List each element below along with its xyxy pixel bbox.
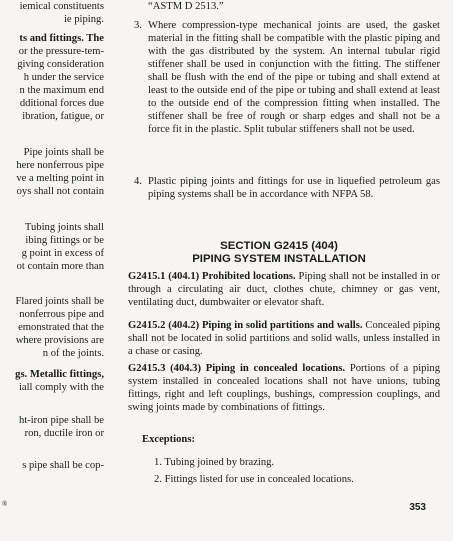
left-line: ibration, fatigue, or bbox=[22, 111, 104, 122]
list-number: 3. bbox=[134, 20, 142, 31]
left-line: dditional forces due bbox=[19, 98, 104, 109]
left-line: nonferrous pipe and bbox=[19, 309, 104, 320]
left-line: s pipe shall be cop- bbox=[22, 460, 104, 471]
section-g2415-3 bbox=[128, 362, 440, 414]
section-g2415-1 bbox=[128, 270, 440, 309]
exception-text: Fittings listed for use in concealed locations. bbox=[164, 474, 354, 485]
section-text: Portions of a piping system installed in concealed locations shall not have unions, tubing fittings, right and left couplings, bushings, compression couplings, and swing joints made by combinations of fittings. bbox=[128, 363, 440, 413]
section-run-in: G2415.2 (404.2) Piping in solid partitions and walls. bbox=[128, 320, 363, 331]
left-line: where provisions are bbox=[15, 335, 104, 346]
page-number: 353 bbox=[409, 502, 426, 513]
left-line: ibing fittings or be bbox=[25, 235, 104, 246]
exception-item bbox=[154, 473, 440, 486]
left-line: iemical constituents bbox=[19, 1, 104, 12]
left-line: Tubing joints shall bbox=[24, 222, 104, 233]
exceptions-heading: Exceptions: bbox=[142, 434, 195, 445]
list-number: 4. bbox=[134, 176, 142, 187]
list-item-4 bbox=[134, 175, 440, 201]
left-line: h under the service bbox=[23, 72, 104, 83]
left-line: gs. Metallic fittings, bbox=[15, 369, 104, 380]
section-text: Concealed piping shall not be located in solid partitions and solid walls, unless installed in a chase or casing. bbox=[128, 320, 441, 357]
left-line: oys shall not contain bbox=[16, 186, 104, 197]
registered-mark: ® bbox=[2, 500, 8, 508]
section-run-in: G2415.1 (404.1) Prohibited locations. bbox=[128, 271, 296, 282]
exception-number: 2. bbox=[154, 474, 162, 485]
left-line: here nonferrous pipe bbox=[16, 160, 104, 171]
section-heading: SECTION G2415 (404) bbox=[220, 240, 338, 252]
left-line: or the pressure-tem- bbox=[18, 46, 104, 57]
left-line: g point in excess of bbox=[21, 248, 104, 259]
left-line: giving consideration bbox=[17, 59, 104, 70]
section-run-in: G2415.3 (404.3) Piping in concealed locations. bbox=[128, 363, 346, 374]
left-line: Flared joints shall be bbox=[15, 296, 104, 307]
section-text: Piping shall not be installed in or through a circulating air duct, clothes chute, chimney or gas vent, ventilating duct, dumbwaiter or elevator shaft. bbox=[128, 271, 441, 308]
list-text: Where compression-type mechanical joints are used, the gasket material in the fitting shall be compatible with the plastic piping and with the gas distributed by the system. An internal tubular rigid stiffener shall be used in conjunction with the fitting. The stiffener shall be flush with the end of the pipe or tubing and shall extend at least to the outside end of the pipe or tubing and shall extend at least to the outside end of the compression fitting when installed. The stiffener shall be free of rough or sharp edges and shall not be a force fit in the plastic. Split tubular stiffeners shall not be used. bbox=[148, 20, 440, 135]
left-line: ht-iron pipe shall be bbox=[18, 415, 104, 426]
left-column-cropped bbox=[0, 0, 104, 541]
exception-number: 1. bbox=[154, 457, 162, 468]
left-line: ts and fittings. The bbox=[19, 33, 104, 44]
left-line: n the maximum end bbox=[19, 85, 104, 96]
left-line: iall comply with the bbox=[18, 382, 104, 393]
left-line: ve a melting point in bbox=[16, 173, 104, 184]
left-line: n of the joints. bbox=[42, 348, 104, 359]
list-text: Plastic piping joints and fittings for use in liquefied petroleum gas piping systems shall be in accordance with NFPA 58. bbox=[148, 176, 440, 200]
left-line: Pipe joints shall be bbox=[23, 147, 104, 158]
left-line: ie piping. bbox=[63, 14, 104, 25]
intro-line: “ASTM D 2513.” bbox=[148, 1, 224, 12]
list-item-3 bbox=[134, 19, 440, 136]
section-subheading: PIPING SYSTEM INSTALLATION bbox=[192, 253, 366, 265]
exception-text: Tubing joined by brazing. bbox=[164, 457, 275, 468]
left-line: emonstrated that the bbox=[18, 322, 104, 333]
left-line: ot contain more than bbox=[16, 261, 104, 272]
exception-item bbox=[154, 456, 440, 469]
section-g2415-2 bbox=[128, 319, 440, 358]
left-line: ron, ductile iron or bbox=[24, 428, 104, 439]
